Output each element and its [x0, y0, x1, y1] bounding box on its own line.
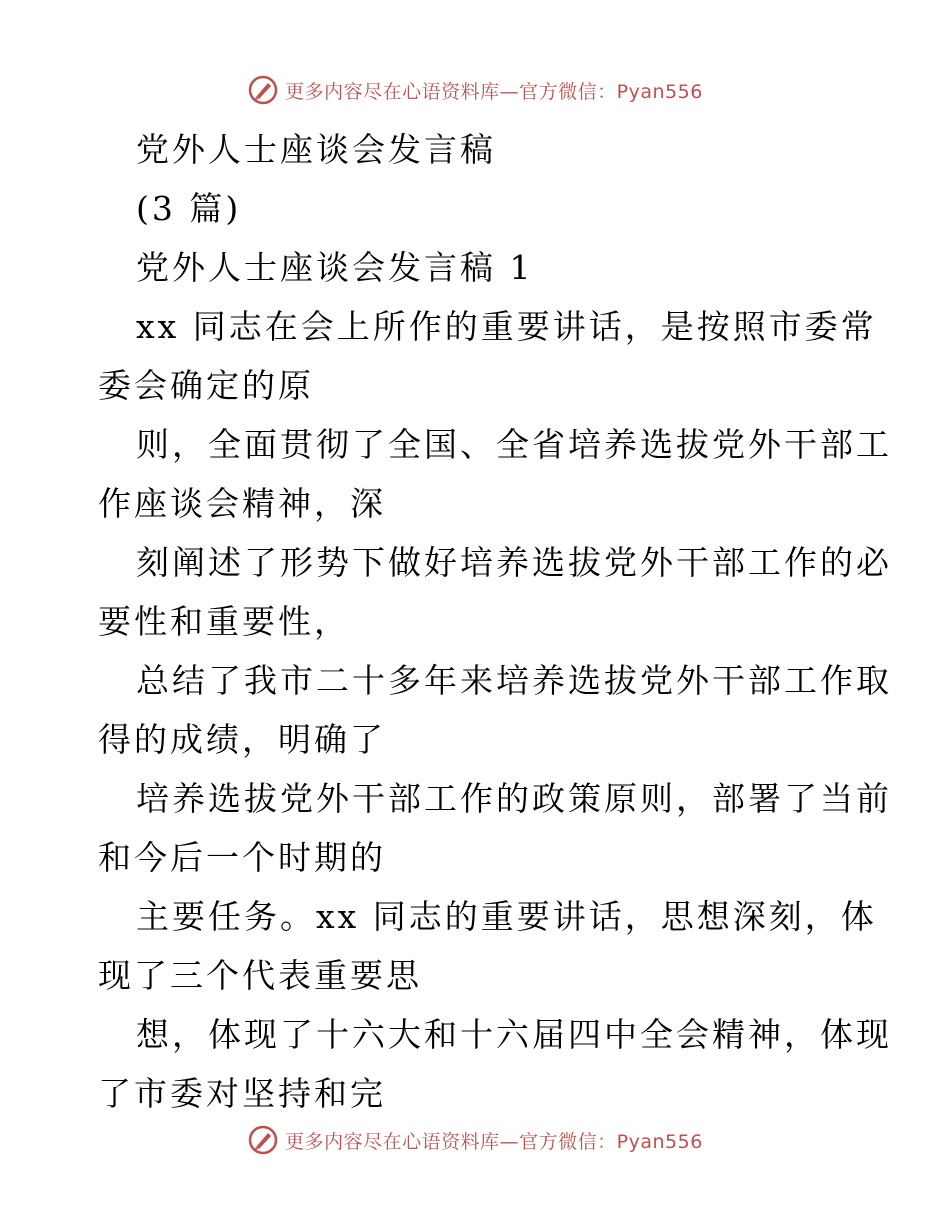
doc-line: 作座谈会精神，深: [98, 484, 386, 523]
pen-logo-icon: [247, 74, 279, 106]
doc-line: 了市委对坚持和完: [98, 1074, 386, 1113]
header-watermark-text: 更多内容尽在心语资料库—官方微信：Pyan556: [285, 80, 703, 103]
doc-line: 培养选拔党外干部工作的政策原则，部署了当前: [136, 779, 892, 818]
doc-line: xx 同志在会上所作的重要讲话，是按照市委常: [136, 307, 877, 346]
doc-line: 主要任务。xx 同志的重要讲话，思想深刻，体: [136, 897, 877, 936]
doc-line: 刻阐述了形势下做好培养选拔党外干部工作的必: [136, 543, 892, 582]
pen-logo-icon: [247, 1124, 279, 1156]
doc-line: 现了三个代表重要思: [98, 956, 422, 995]
doc-line: 则，全面贯彻了全国、全省培养选拔党外干部工: [136, 425, 892, 464]
doc-line: 想，体现了十六大和十六届四中全会精神，体现: [136, 1015, 892, 1054]
doc-line: (3 篇): [136, 189, 242, 228]
document-body: [98, 120, 892, 1123]
footer-watermark: [0, 1118, 950, 1162]
header-watermark: [0, 68, 950, 112]
doc-line: 党外人士座谈会发言稿 1: [136, 248, 534, 287]
doc-line: 和今后一个时期的: [98, 838, 386, 877]
doc-line: 党外人士座谈会发言稿: [136, 130, 496, 169]
footer-watermark-text: 更多内容尽在心语资料库—官方微信：Pyan556: [285, 1130, 703, 1153]
doc-line: 要性和重要性，: [98, 602, 350, 641]
doc-line: 总结了我市二十多年来培养选拔党外干部工作取: [136, 661, 892, 700]
doc-line: 得的成绩，明确了: [98, 720, 386, 759]
doc-line: 委会确定的原: [98, 366, 314, 405]
